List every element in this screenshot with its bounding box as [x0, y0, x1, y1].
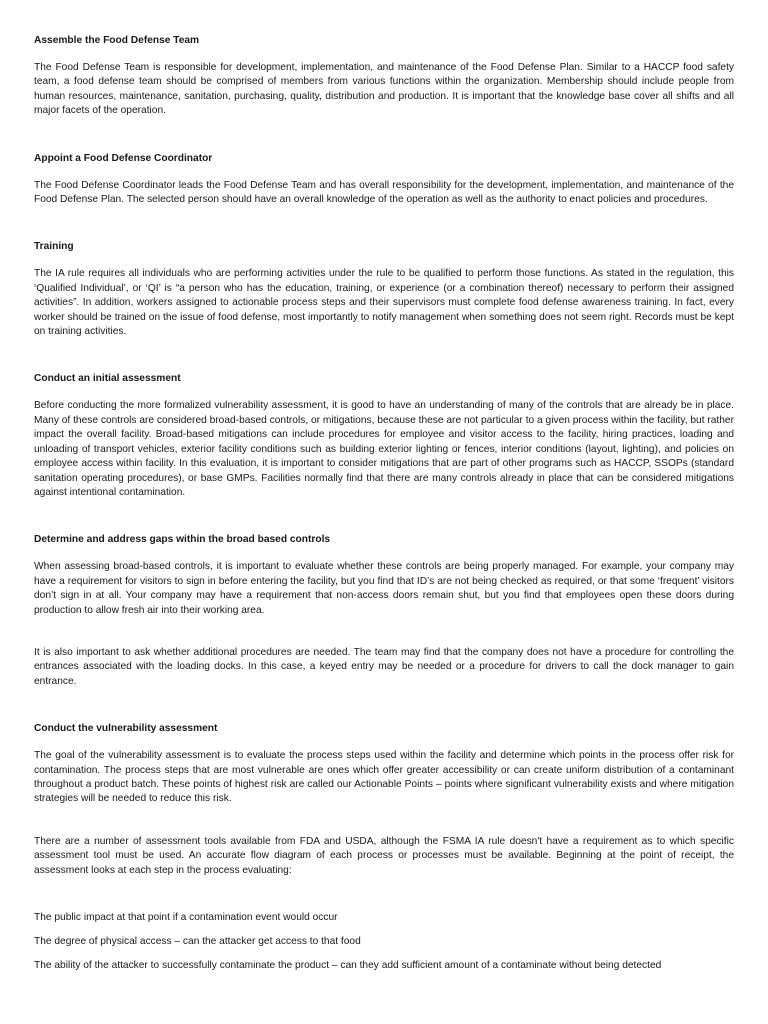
section-initial-assessment	[34, 372, 734, 500]
section-heading: Assemble the Food Defense Team	[34, 35, 200, 46]
section-appoint-coordinator	[34, 152, 734, 208]
evaluation-criterion: The ability of the attacker to successfully contaminate the product – can they add sufficient amount of a contaminate without being detected	[34, 960, 662, 971]
section-heading: Determine and address gaps within the broad based controls	[34, 534, 331, 546]
section-paragraph: Before conducting the more formalized vulnerability assessment, it is good to have an understanding of many of the controls that are already be in place. Many of these controls are considered broad-based controls, or mitigations, because these are not particular to a given process within the facility, but rather impact the overall facility. Broad-based mitigations can include procedures for employee and visitor access to the facility, hiring practices, loading and unloading of transport vehicles, exterior facility conditions such as building exterior lighting or fences, interior conditions (layout, lighting), and policies on employee access within facility. In this evaluation, it is important to consider mitigations that are part of other programs such as HACCP, SSOPs (standard sanitation operating procedures), or base GMPs. Facilities normally find that there are many controls already in place that can be considered mitigations against intentional contamination.	[34, 400, 734, 498]
section-paragraph: It is also important to ask whether additional procedures are needed. The team may find that the company does not have a procedure for controlling the entrances associated with the loading docks. In this case, a keyed entry may be needed or a procedure for drivers to call the dock manager to gain entrance.	[34, 646, 734, 687]
section-heading: Appoint a Food Defense Coordinator	[34, 152, 213, 164]
section-assemble-team	[34, 34, 734, 119]
section-heading: Conduct the vulnerability assessment	[34, 723, 218, 735]
section-heading: Conduct an initial assessment	[34, 373, 181, 385]
section-training	[34, 240, 734, 339]
section-paragraph: The Food Defense Coordinator leads the Food Defense Team and has overall responsibility for the development, implementation, and maintenance of the Food Defense Plan. The selected person should have an overall knowledge of the operation as well as the authority to enact policies and procedures.	[34, 179, 734, 206]
evaluation-criterion: The public impact at that point if a contamination event would occur	[34, 912, 338, 923]
section-paragraph: When assessing broad-based controls, it is important to evaluate whether these controls are being properly managed. For example, your company may have a requirement for visitors to sign in before entering the facility, but you find that ID’s are not being checked as required, or that some ‘frequent’ visitors don’t sign in at all. Your company may have a requirement that non-access doors remain shut, but you find that employees open these doors during production to allow fresh air into their working area.	[34, 561, 734, 616]
section-heading: Training	[34, 241, 74, 253]
section-paragraph: The IA rule requires all individuals who are performing activities under the rule to be qualified to perform those functions. As stated in the regulation, this ‘Qualified Individual’, or ‘QI’ is “a person who has the education, training, or experience (or a combination thereof) necessary to perform their assigned activities”. In addition, workers assigned to actionable process steps and their supervisors must complete food defense awareness training. In fact, every worker should be trained on the issue of food defense, most importantly to notify management when something does not seem right. Records must be kept on training activities.	[34, 268, 734, 338]
section-address-gaps	[34, 533, 734, 689]
evaluation-criterion: The degree of physical access – can the attacker get access to that food	[34, 936, 361, 947]
section-paragraph: The Food Defense Team is responsible for development, implementation, and maintenance of the Food Defense Plan. Similar to a HACCP food safety team, a food defense team should be comprised of members from various functions within the organization. Membership should include people from human resources, maintenance, sanitation, purchasing, quality, distribution and production. It is important that the knowledge base cover all shifts and all major facets of the operation.	[34, 62, 734, 117]
section-paragraph: There are a number of assessment tools available from FDA and USDA, although the FSMA IA rule doesn't have a requirement as to which specific assessment tool must be used. An accurate flow diagram of each process or processes must be available. Beginning at the point of receipt, the assessment looks at each step in the process evaluating:	[34, 835, 734, 876]
section-vulnerability-assessment	[34, 722, 734, 973]
section-paragraph: The goal of the vulnerability assessment is to evaluate the process steps used within the facility and determine which points in the process offer risk for contamination. The process steps that are most vulnerable are ones which offer greater accessibility or can create uniform distribution of a contaminant throughout a product batch. These points of highest risk are called our Actionable Points – points where significant vulnerability exists and where mitigation strategies will be needed to reduce this risk.	[34, 750, 734, 805]
